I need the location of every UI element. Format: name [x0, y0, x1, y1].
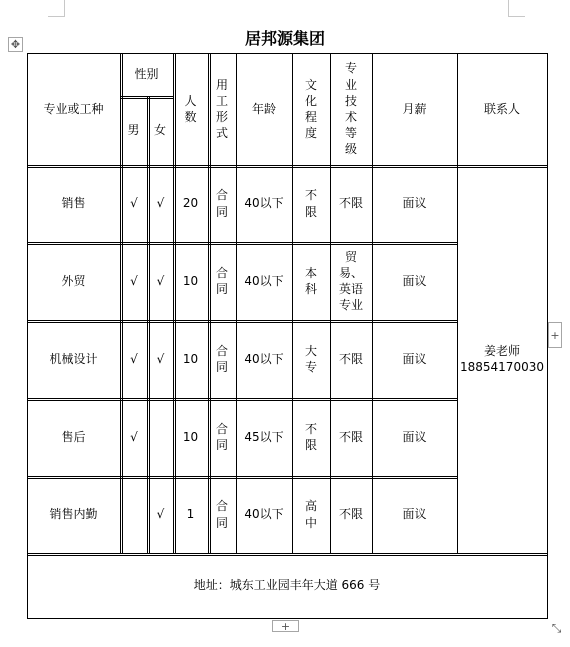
header-count: 人 数: [184, 93, 197, 124]
header-age: 年龄: [251, 101, 276, 116]
cell-education: 本 科: [304, 265, 317, 296]
header-gender: 性别: [134, 67, 159, 82]
cell-age: 40以下: [244, 196, 284, 211]
page-corner-mark-right: [508, 0, 525, 17]
page-corner-mark-left: [48, 0, 65, 17]
cell-skill: 不限: [338, 196, 363, 211]
cell-age: 40以下: [244, 351, 284, 366]
cell-education: 不 限: [304, 188, 317, 219]
cell-employment: 合 同: [215, 265, 228, 296]
address-text: 地址：城东工业园丰年大道 666 号: [193, 578, 381, 593]
cell-male-check: √: [130, 429, 137, 444]
contact-cell: [457, 165, 547, 553]
cell-male-check: √: [130, 273, 137, 288]
cell-female-check: √: [156, 273, 164, 288]
cell-salary: 面议: [402, 196, 427, 211]
cell-count: 10: [182, 273, 199, 288]
cell-trade: 销售内勤: [49, 507, 98, 522]
cell-male-check: √: [130, 196, 137, 211]
cell-education: 高 中: [304, 499, 317, 530]
add-row-icon[interactable]: +: [272, 620, 299, 632]
cell-employment: 合 同: [215, 499, 228, 530]
cell-age: 40以下: [244, 273, 284, 288]
cell-employment: 合 同: [215, 343, 228, 374]
cell-education: 不 限: [304, 421, 317, 452]
cell-trade: 外贸: [61, 273, 86, 288]
cell-count: 10: [182, 351, 199, 366]
cell-employment: 合 同: [215, 188, 228, 219]
header-female: 女: [153, 123, 166, 138]
cell-male-check: [120, 476, 147, 553]
cell-salary: 面议: [402, 429, 427, 444]
table-resize-icon[interactable]: ⤡: [549, 620, 564, 635]
cell-age: 40以下: [244, 507, 284, 522]
cell-salary: 面议: [402, 273, 427, 288]
cell-count: 20: [182, 196, 199, 211]
cell-trade: 销售: [61, 196, 86, 211]
contact-name: 姜老师: [483, 343, 520, 358]
cell-female-check: [147, 398, 173, 476]
cell-education: 大 专: [304, 343, 317, 374]
document-title: 居邦源集团: [244, 29, 325, 48]
cell-trade: 售后: [61, 429, 86, 444]
cell-count: 1: [186, 507, 195, 522]
table-move-handle-icon[interactable]: ✥: [8, 37, 23, 52]
cell-female-check: √: [156, 196, 164, 211]
header-male: 男: [127, 123, 140, 138]
header-trade: 专业或工种: [43, 101, 104, 116]
cell-female-check: √: [156, 507, 164, 522]
add-column-icon[interactable]: +: [548, 322, 562, 348]
table-border-bottom: [27, 618, 548, 619]
header-employment: 用 工 形 式: [215, 77, 228, 141]
header-skill: 专 业 技 术 等 级: [344, 61, 357, 157]
contact-phone: 18854170030: [460, 360, 544, 374]
cell-skill: 不限: [338, 429, 363, 444]
cell-male-check: √: [130, 351, 137, 366]
cell-trade: 机械设计: [49, 351, 98, 366]
cell-employment: 合 同: [215, 421, 228, 452]
cell-salary: 面议: [402, 507, 427, 522]
cell-age: 45以下: [244, 429, 284, 444]
cell-female-check: √: [156, 351, 164, 366]
cell-salary: 面议: [402, 351, 427, 366]
cell-skill: 不限: [338, 507, 363, 522]
cell-count: 10: [182, 429, 199, 444]
header-education: 文 化 程 度: [304, 77, 317, 141]
cell-skill: 不限: [338, 351, 363, 366]
header-contact: 联系人: [483, 101, 520, 116]
header-salary: 月薪: [402, 101, 427, 116]
cell-skill: 贸易、英语专业: [338, 249, 363, 313]
